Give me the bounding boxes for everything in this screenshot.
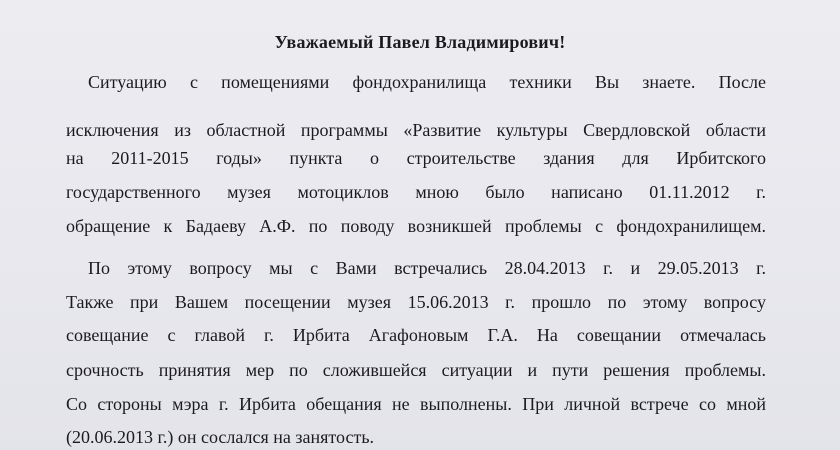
salutation: Уважаемый Павел Владимирович! xyxy=(274,32,566,52)
paragraph1-line: обращение к Бадаеву А.Ф. по поводу возникшей проблемы с фондохранилищем. xyxy=(66,216,766,236)
paragraph2-line: (20.06.2013 г.) он сослался на занятость. xyxy=(66,427,375,447)
paragraph2-line: Со стороны мэра г. Ирбита обещания не выполнены. При личной встрече со мной xyxy=(66,394,766,414)
paragraph2-line: По этому вопросу мы с Вами встречались 28.04.2013 г. и 29.05.2013 г. xyxy=(88,258,766,278)
paragraph1-line: государственного музея мотоциклов мною было написано 01.11.2012 г. xyxy=(66,182,766,202)
paragraph2-line: совещание с главой г. Ирбита Агафоновым Г.А. На совещании отмечалась xyxy=(66,325,766,345)
paragraph2-line: срочность принятия мер по сложившейся ситуации и пути решения проблемы. xyxy=(66,360,766,380)
paragraph1-line: исключения из областной программы «Развитие культуры Свердловской области xyxy=(66,120,766,140)
paragraph2-line: Также при Вашем посещении музея 15.06.2013 г. прошло по этому вопросу xyxy=(66,292,766,312)
paragraph1-line: Ситуацию с помещениями фондохранилища техники Вы знаете. После xyxy=(88,72,766,92)
paragraph1-line: на 2011-2015 годы» пункта о строительстве здания для Ирбитского xyxy=(66,148,766,168)
